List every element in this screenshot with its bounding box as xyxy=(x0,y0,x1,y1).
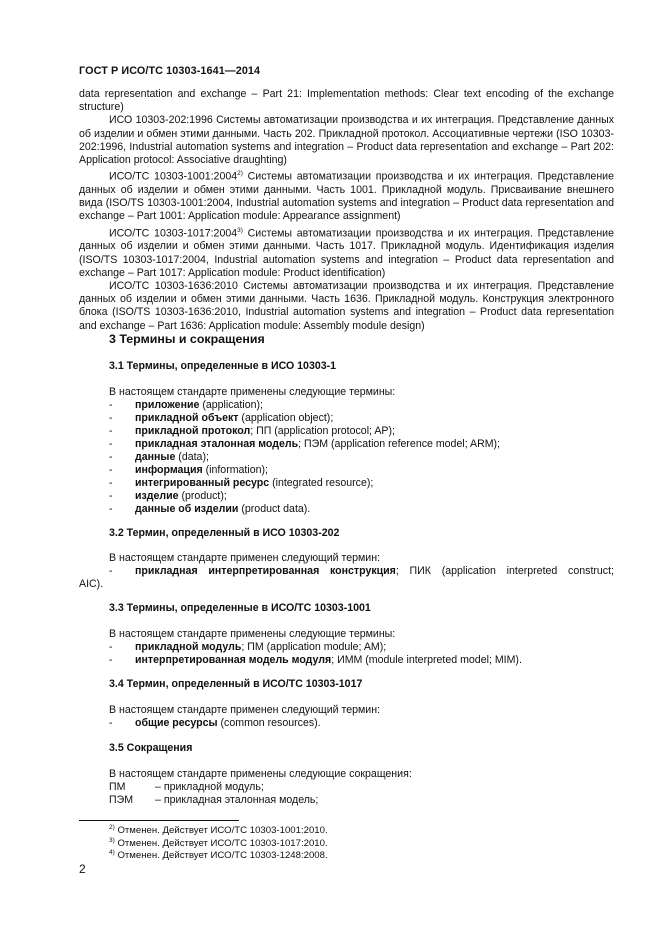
subsection-3-1-intro: В настоящем стандарте применены следующие термины: xyxy=(109,386,396,398)
list-item: - интерпретированная модель модуля; ИММ (module interpreted model; MIM). xyxy=(109,654,522,666)
reference-continuation: data representation and exchange – Part 21: Implementation methods: Clear text encoding of the exchange structure) xyxy=(79,88,614,114)
subsection-3-2-intro: В настоящем стандарте применен следующий термин: xyxy=(109,552,381,564)
footnote-divider xyxy=(79,820,239,821)
document-header: ГОСТ Р ИСО/ТС 10303-1641—2014 xyxy=(79,65,261,77)
reference-id: ИСО/ТС 10303-1017:2004 xyxy=(109,227,238,240)
subsection-3-1-title: 3.1 Термины, определенные в ИСО 10303-1 xyxy=(109,360,337,372)
footnote-marker: 2) xyxy=(237,170,243,178)
list-item: - интегрированный ресурс (integrated resource); xyxy=(109,477,374,489)
subsection-3-5-intro: В настоящем стандарте применены следующие сокращения: xyxy=(109,768,412,780)
reference-text: Системы автоматизации производства и их интеграция. Представление данных об изделии и обмен этими данными. Часть 1017. Прикладной модуль. Идентификация изделия (ISO/TS 10303-1017:2004, Industrial automation systems and integration – Product data representation and exchange – Part 1017: Application module: Product identification) xyxy=(79,227,614,279)
list-item: - данные (data); xyxy=(109,451,209,463)
reference-iso-ts-10303-1001 xyxy=(79,167,614,223)
reference-text: Системы автоматизации производства и их интеграция. Представление данных об изделии и обмен этими данными. Часть 1001. Прикладной модуль. Присваивание внешнего вида (ISO/TS 10303-1001:2004, Industrial automation systems and integration – Product data representation and exchange – Part 1001: Application module: Appearance assignment) xyxy=(79,170,614,223)
list-item: - прикладной объект (application object); xyxy=(109,412,334,424)
list-item: - информация (information); xyxy=(109,464,268,476)
section-title: 3 Термины и сокращения xyxy=(109,332,265,346)
reference-iso-ts-10303-1636: ИСО/ТС 10303-1636:2010 Системы автоматизации производства и их интеграция. Представление данных об изделии и обмен этими данными. Часть 1636. Прикладной модуль. Конструкция электронного блока (ISO/TS 10303-1636:2010, Industrial automation systems and integration – Product data representation and exchange – Part 1636: Application module: Assembly module design) xyxy=(79,279,614,332)
subsection-3-5-title: 3.5 Сокращения xyxy=(109,742,193,754)
list-item: - прикладная эталонная модель; ПЭМ (application reference model; ARM); xyxy=(109,438,501,450)
subsection-3-3-intro: В настоящем стандарте применены следующие термины: xyxy=(109,628,396,640)
footnote: $^{3)}$ Отменен. Действует ИСО/ТС 10303-1017:2010. xyxy=(109,837,328,849)
list-item: - изделие (product); xyxy=(109,490,227,502)
list-item: - данные об изделии (product data). xyxy=(109,503,311,515)
list-item: - приложение (application); xyxy=(109,399,263,411)
list-item-continuation: AIC). xyxy=(79,578,104,590)
references-block xyxy=(79,88,614,333)
subsection-3-2-title: 3.2 Термин, определенный в ИСО 10303-202 xyxy=(109,527,340,539)
reference-iso-ts-10303-1017 xyxy=(79,224,614,280)
footnote: $^{2)}$ Отменен. Действует ИСО/ТС 10303-1001:2010. xyxy=(109,824,328,836)
subsection-3-4-intro: В настоящем стандарте применен следующий термин: xyxy=(109,704,381,716)
page-number: 2 xyxy=(79,862,86,876)
footnote-marker: 3) xyxy=(237,226,243,234)
subsection-3-4-title: 3.4 Термин, определенный в ИСО/ТС 10303-1017 xyxy=(109,678,363,690)
reference-iso-10303-202: ИСО 10303-202:1996 Системы автоматизации производства и их интеграция. Представление данных об изделии и обмен этими данными. Часть 202. Прикладной протокол. Ассоциативные чертежи (ISO 10303-202:1996, Industrial automation systems and integration – Product data representation and exchange – Part 202: Application protocol: Associative draughting) xyxy=(79,114,614,167)
list-item: - общие ресурсы (common resources). xyxy=(109,717,321,729)
subsection-3-3-title: 3.3 Термины, определенные в ИСО/ТС 10303-1001 xyxy=(109,602,371,614)
list-item: - прикладная интерпретированная конструкция; ПИК (application interpreted construct; xyxy=(109,565,614,577)
list-item: - прикладной модуль; ПМ (application module; AM); xyxy=(109,641,387,653)
reference-id: ИСО/ТС 10303-1001:2004 xyxy=(109,170,238,183)
footnote: $^{4)}$ Отменен. Действует ИСО/ТС 10303-1248:2008. xyxy=(109,849,328,861)
document-page: ГОСТ Р ИСО/ТС 10303-1641—2014 data representation and exchange – Part 21: Implementation methods: Clear text encoding of the exchange structure) ИСО 10303-202:1996 Системы автоматизации производства и их интеграция. Представление данных об изделии и обмен этими данными. Часть 202. Прикладной протокол. Ассоциативные чертежи (ISO 10303-202:1996, Industrial automation systems and integration – Product data representation and exchange – Part 202: Application protocol: Associative draughting) ИСО/ТС 10303-1001:2004$^{2)}$ Системы автоматизации производства и их интеграция. Представление данных об изделии и обмен этими данными. Часть 1001. Прикладной модуль. Присваивание внешнего вида (ISO/TS 10303-1001:2004, Industrial automation systems and integration – Product data representation and exchange – Part 1001: Application module: Appearance assignment) ИСО/ТС 10303-1017:2004$^{3)}$ Системы автоматизации производства и их интеграция. Представление данных об изделии и обмен этими данными. Часть 1017. Прикладной модуль. Идентификация изделия (ISO/TS 10303-1017:2004, Industrial automation systems and integration – Product data representation and exchange – Part 1017: Application module: Product identification) ИСО/ТС 10303-1636:2010 Системы автоматизации производства и их интеграция. Представление данных об изделии и обмен этими данными. Часть 1636. Прикладной модуль. Конструкция электронного блока (ISO/TS 10303-1636:2010, Industrial automation systems and integration – Product data representation and exchange – Part 1636: Application module: Assembly module design) 3 Термины и сокращения 3.1 Термины, определенные в ИСО 10303-1 В настоящем стандарте применены следующие термины: - приложение (application); - прикладной объект (application object); - прикладной протокол; ПП (application protocol; AP); - прикладная эталонная модель; ПЭМ (application reference model; ARM); - данные (data); - информация (information); - интегрированный ресурс (integrated resource); - изделие (product); - данные об изделии (product data). 3.2 Термин, определенный в ИСО 10303-202 В настоящем стандарте применен следующий термин: - прикладная интерпретированная конструкция; ПИК (application interpreted construct; AIC). 3.3 Термины, определенные в ИСО/ТС 10303-1001 В настоящем стандарте применены следующие термины: - прикладной модуль; ПМ (application module; AM); - интерпретированная модель модуля; ИММ (module interpreted model; MIM). 3.4 Термин, определенный в ИСО/ТС 10303-1017 В настоящем стандарте применен следующий термин: - общие ресурсы (common resources). 3.5 Сокращения В настоящем стандарте применены следующие сокращения: ПМ – прикладной модуль; ПЭМ – прикладная эталонная модель; $^{2)}$ Отменен. Действует ИСО/ТС 10303-1001:2010. $^{3)}$ Отменен. Действует ИСО/ТС 10303-1017:2010. $^{4)}$ Отменен. Действует ИСО/ТС 10303-1248:2008. 2 xyxy=(79,65,614,876)
list-item: - прикладной протокол; ПП (application protocol; AP); xyxy=(109,425,395,437)
